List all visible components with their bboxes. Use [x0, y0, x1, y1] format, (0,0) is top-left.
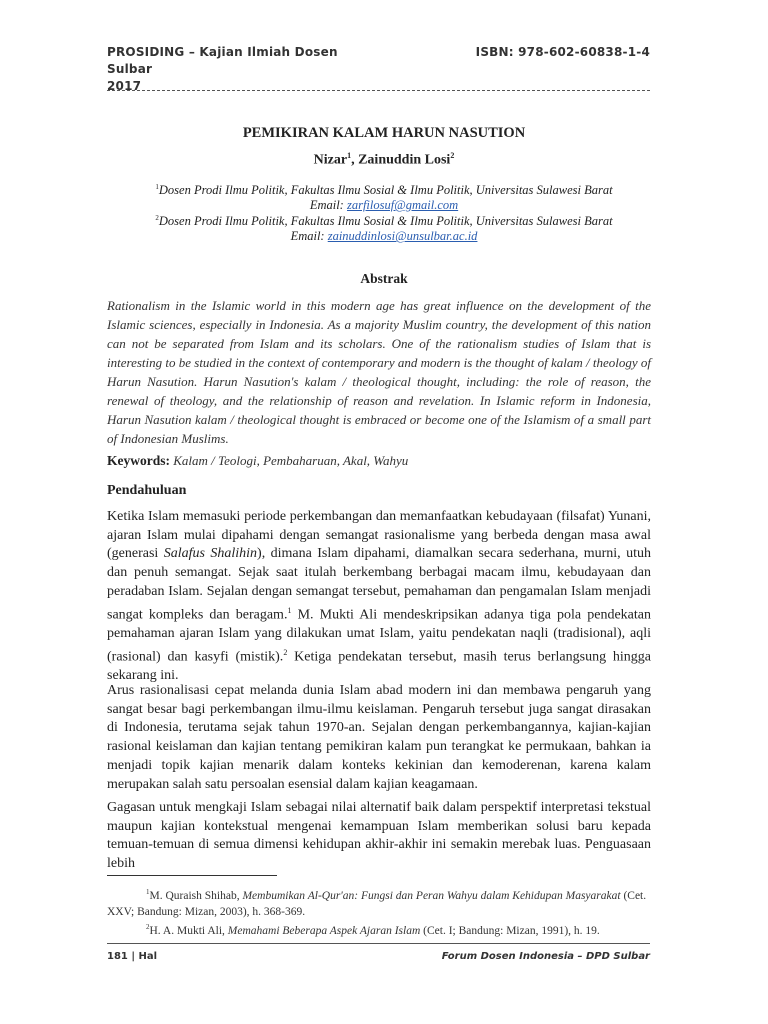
email-2-link[interactable]: zainuddinlosi@unsulbar.ac.id — [327, 229, 478, 244]
abstract-heading: Abstrak — [360, 271, 408, 286]
affiliation-1 — [0, 180, 768, 213]
email-1-label: Email: — [309, 198, 347, 213]
footnote-1-book-title: Membumikan Al-Qur'an: Fungsi dan Peran Wahyu dalam Kehidupan Masyarakat — [242, 889, 621, 902]
paragraph-1-text-a: Ketika Islam memasuki periode perkembangan dan memanfaatkan kebudayaan (filsafat) Yunani, ajaran Islam mulai dipahami dengan semangat rasionalisme yang berbeda dengan masa awal (generasi — [107, 509, 651, 562]
body-paragraph-1 — [107, 508, 651, 686]
abstract-text: Rationalism in the Islamic world in this modern age has great influence on the development of the Islamic sciences, especially in Indonesia. As a majority Muslim country, the development of this nation can not be separated from Islam and its scholars. One of the rationalism studies of Islam that is interesting to be studied in the context of contemporary and modern is the thought of kalam / theology of Harun Nasution. Harun Nasution's kalam / theological thought, including: the role of reason, the renewal of theology, and the relationship of reason and revelation. In Islamic reform in Indonesia, Harun Nasution kalam / theological thought is embraced or become one of the Islamism of a small part of Indonesian Muslims. — [107, 298, 651, 446]
affiliation-1-superscript: 1 — [155, 183, 159, 191]
paper-title: PEMIKIRAN KALAM HARUN NASUTION — [242, 125, 526, 141]
footnote-2-book-title: Memahami Beberapa Aspek Ajaran Islam — [227, 924, 421, 937]
footnote-divider — [107, 875, 277, 876]
footnote-1-number: 1 — [146, 888, 150, 896]
footnote-2-details: (Cet. I; Bandung: Mizan, 1991), h. 19. — [420, 924, 600, 937]
affiliation-2-superscript: 2 — [155, 214, 159, 222]
author-separator: , — [351, 152, 359, 168]
header-proceedings-name: PROSIDING – Kajian Ilmiah Dosen Sulbar — [107, 45, 338, 76]
header-year: 2017 — [107, 79, 142, 93]
footnote-2-author: H. A. Mukti Ali, — [149, 924, 228, 937]
author-2-superscript: 2 — [450, 151, 455, 160]
author-1-superscript: 1 — [347, 151, 352, 160]
body-paragraph-2: Arus rasionalisasi cepat melanda dunia Islam abad modern ini dan membawa pengaruh yang sangat besar bagi perkembangan ilmu-ilmu keislaman. Pengaruh tersebut juga sangat dirasakan di Indonesia, terutama sejak tahun 1970-an. Sejalan dengan perkembangannya, kajian-kajian rasional keislaman dan kajian tentang pemikiran kalam pun terangkat ke permukaan, bahkan ia menjadi topik kajian menarik dalam konteks kekinian dan kemoderenan, karena kalam merupakan salah satu persoalan esensial dalam kajian keagamaan. — [107, 683, 651, 792]
email-1-link[interactable]: zarfilosuf@gmail.com — [346, 198, 459, 213]
footnote-1 — [107, 884, 651, 920]
footnote-ref-2[interactable]: 2 — [283, 647, 288, 657]
author-1: Nizar — [313, 152, 348, 168]
paragraph-1-text-b: ), dimana Islam dipahami, diamalkan secara sederhana, murni, utuh dan penuh semangat. Sejak saat itulah berkembang berbagai macam ilmu, kebudayaan dan peradaban Islam. Sejalan dengan semangat tersebut, pemahaman dan pengamalan Islam menjadi sangat kompleks dan beragam. — [107, 546, 651, 623]
keywords — [107, 453, 408, 469]
affiliation-2 — [0, 211, 768, 244]
footnote-1-author: M. Quraish Shihab, — [149, 889, 243, 902]
footnote-2 — [107, 919, 651, 939]
affiliation-1-text: Dosen Prodi Ilmu Politik, Fakultas Ilmu Sosial & Ilmu Politik, Universitas Sulawesi Barat — [158, 183, 613, 198]
email-2-label: Email: — [290, 229, 328, 244]
page-number: 181 | Hal — [107, 951, 158, 962]
header-proceedings-title — [107, 44, 357, 95]
keywords-list: Kalam / Teologi, Pembaharuan, Akal, Wahyu — [173, 453, 409, 468]
paragraph-1-text-c: M. Mukti Ali mendeskripsikan adanya tiga pola pendekatan pemahaman ajaran Islam yang dilakukan umat Islam, yaitu pendekatan naqli (tradisional), aqli (rasional) dan kasyfi (mistik). — [107, 607, 651, 665]
affiliation-2-text: Dosen Prodi Ilmu Politik, Fakultas Ilmu Sosial & Ilmu Politik, Universitas Sulawesi Barat — [158, 214, 613, 229]
header-divider — [107, 90, 650, 91]
footnote-1-details: (Cet. XXV; Bandung: Mizan, 2003), h. 368-369. — [107, 889, 647, 918]
keywords-label: Keywords: — [107, 453, 170, 468]
footer-publisher: Forum Dosen Indonesia – DPD Sulbar — [441, 951, 650, 962]
paragraph-1-italic-term: Salafus Shalihin — [163, 546, 258, 562]
section-heading-introduction: Pendahuluan — [107, 483, 187, 498]
footnote-2-number: 2 — [146, 923, 150, 931]
body-paragraph-3: Gagasan untuk mengkaji Islam sebagai nilai alternatif baik dalam perspektif interpretasi tekstual maupun kajian kontekstual mengenai kemampuan Islam memberikan solusi baru kepada temuan-temuan di semua dimensi kehidupan akhir-akhir ini semakin merebak luas. Penguasaan lebih — [107, 800, 651, 872]
author-line — [0, 151, 768, 169]
header-isbn: ISBN: 978-602-60838-1-4 — [475, 45, 650, 59]
footer-divider — [107, 943, 650, 944]
paragraph-1-text-d: Ketiga pendekatan tersebut, masih terus berlangsung hingga sekarang ini. — [107, 649, 651, 683]
author-2: Zainuddin Losi — [358, 152, 451, 168]
footnote-ref-1[interactable]: 1 — [287, 605, 292, 615]
